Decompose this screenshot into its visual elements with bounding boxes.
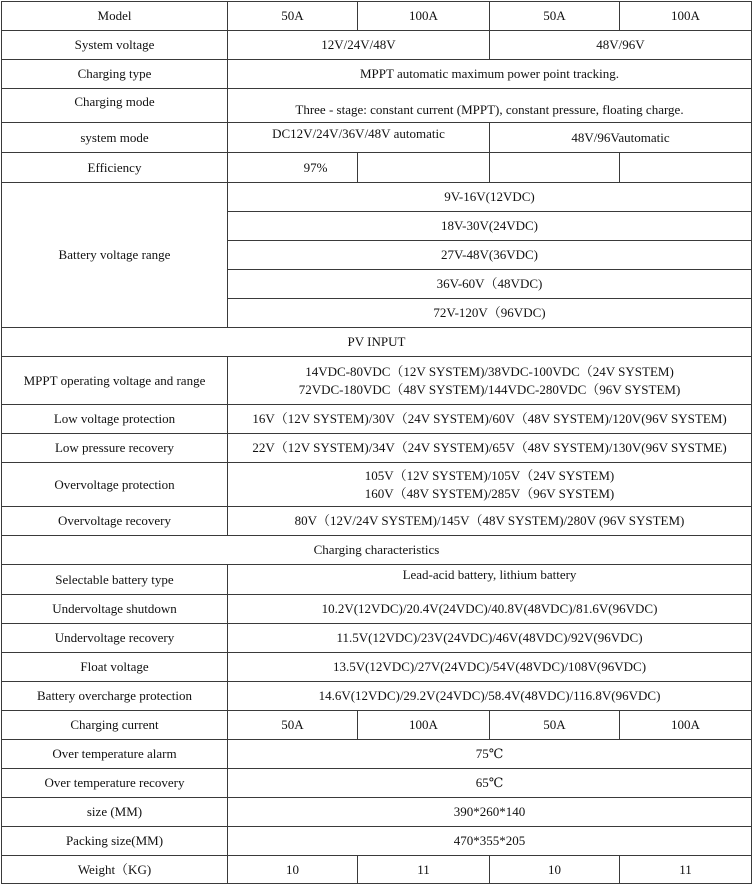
model-value-3: 50A: [490, 2, 620, 31]
charging-type-value: MPPT automatic maximum power point tracking.: [228, 60, 752, 89]
model-value-4: 100A: [620, 2, 752, 31]
row-label-selectable-battery: Selectable battery type: [2, 565, 228, 595]
table-row-system-voltage: [2, 31, 752, 60]
charging-mode-value: Three - stage: constant current (MPPT), constant pressure, floating charge.: [228, 89, 752, 123]
table-row-pv-input-header: [2, 328, 752, 357]
table-row-charging-current: [2, 711, 752, 740]
charging-current-value-3: 50A: [490, 711, 620, 740]
packing-size-value: 470*355*205: [228, 827, 752, 856]
system-mode-value-2: 48V/96Vautomatic: [490, 123, 752, 153]
table-row-undervoltage-shutdown: [2, 595, 752, 624]
table-row-system-mode: [2, 123, 752, 153]
charging-current-value-2: 100A: [358, 711, 490, 740]
table-row-efficiency: [2, 153, 752, 183]
row-label-packing-size: Packing size(MM): [2, 827, 228, 856]
table-row-weight: [2, 856, 752, 884]
table-row-overvoltage-recovery: [2, 507, 752, 536]
table-row-over-temp-alarm: [2, 740, 752, 769]
section-title-charging-characteristics: Charging characteristics: [2, 536, 752, 565]
table-row-battery-overcharge: [2, 682, 752, 711]
overvoltage-protection-value: [228, 463, 752, 507]
undervoltage-recovery-value: 11.5V(12VDC)/23V(24VDC)/46V(48VDC)/92V(96VDC): [228, 624, 752, 653]
table-row-battery-voltage-1: [2, 183, 752, 212]
row-label-battery-voltage-range: Battery voltage range: [2, 183, 228, 328]
overvoltage-protection-line-2: 160V（48V SYSTEM)/285V（96V SYSTEM): [364, 485, 615, 501]
row-label-low-voltage-protection: Low voltage protection: [2, 405, 228, 434]
table-row-selectable-battery: [2, 565, 752, 595]
table-row-charging-mode: [2, 89, 752, 123]
row-label-undervoltage-recovery: Undervoltage recovery: [2, 624, 228, 653]
efficiency-value-3: [490, 153, 620, 183]
mppt-operating-line-1: 14VDC-80VDC（12V SYSTEM)/38VDC-100VDC（24V SYSTEM): [305, 363, 674, 379]
table-row-model: [2, 2, 752, 31]
efficiency-value-4: [620, 153, 752, 183]
battery-voltage-value-4: 36V-60V（48VDC): [228, 270, 752, 299]
table-row-size: [2, 798, 752, 827]
table-row-mppt-operating: [2, 357, 752, 405]
table-row-charging-type: [2, 60, 752, 89]
low-pressure-recovery-value: 22V（12V SYSTEM)/34V（24V SYSTEM)/65V（48V SYSTEM)/130V(96V SYSTME): [228, 434, 752, 463]
efficiency-value-1: 97%: [228, 153, 358, 183]
row-label-charging-current: Charging current: [2, 711, 228, 740]
charging-current-value-1: 50A: [228, 711, 358, 740]
row-label-efficiency: Efficiency: [2, 153, 228, 183]
low-voltage-protection-value: 16V（12V SYSTEM)/30V（24V SYSTEM)/60V（48V SYSTEM)/120V(96V SYSTEM): [228, 405, 752, 434]
table-row-float-voltage: [2, 653, 752, 682]
battery-voltage-value-3: 27V-48V(36VDC): [228, 241, 752, 270]
row-label-float-voltage: Float voltage: [2, 653, 228, 682]
row-label-battery-overcharge: Battery overcharge protection: [2, 682, 228, 711]
undervoltage-shutdown-value: 10.2V(12VDC)/20.4V(24VDC)/40.8V(48VDC)/81.6V(96VDC): [228, 595, 752, 624]
row-label-over-temp-alarm: Over temperature alarm: [2, 740, 228, 769]
weight-value-1: 10: [228, 856, 358, 884]
table-row-low-pressure-recovery: [2, 434, 752, 463]
mppt-operating-line-2: 72VDC-180VDC（48V SYSTEM)/144VDC-280VDC（96V SYSTEM): [298, 381, 681, 397]
float-voltage-value: 13.5V(12VDC)/27V(24VDC)/54V(48VDC)/108V(96VDC): [228, 653, 752, 682]
table-row-undervoltage-recovery: [2, 624, 752, 653]
battery-voltage-value-5: 72V-120V（96VDC): [228, 299, 752, 328]
row-label-overvoltage-recovery: Overvoltage recovery: [2, 507, 228, 536]
weight-value-3: 10: [490, 856, 620, 884]
table-row-overvoltage-protection: [2, 463, 752, 507]
row-label-undervoltage-shutdown: Undervoltage shutdown: [2, 595, 228, 624]
overvoltage-protection-line-1: 105V（12V SYSTEM)/105V（24V SYSTEM): [364, 467, 615, 483]
over-temp-alarm-value: 75℃: [228, 740, 752, 769]
section-title-pv-input: PV INPUT: [2, 328, 752, 357]
row-label-size: size (MM): [2, 798, 228, 827]
system-voltage-value-1: 12V/24V/48V: [228, 31, 490, 60]
row-label-system-mode: system mode: [2, 123, 228, 153]
row-label-over-temp-recovery: Over temperature recovery: [2, 769, 228, 798]
model-value-2: 100A: [358, 2, 490, 31]
table-row-packing-size: [2, 827, 752, 856]
mppt-operating-value: [228, 357, 752, 405]
row-label-mppt-operating: MPPT operating voltage and range: [2, 357, 228, 405]
row-label-system-voltage: System voltage: [2, 31, 228, 60]
weight-value-2: 11: [358, 856, 490, 884]
battery-voltage-value-1: 9V-16V(12VDC): [228, 183, 752, 212]
overvoltage-recovery-value: 80V（12V/24V SYSTEM)/145V（48V SYSTEM)/280V (96V SYSTEM): [228, 507, 752, 536]
efficiency-value-2: [358, 153, 490, 183]
battery-voltage-value-2: 18V-30V(24VDC): [228, 212, 752, 241]
row-label-weight: Weight（KG): [2, 856, 228, 884]
table-row-low-voltage-protection: [2, 405, 752, 434]
system-mode-value-1: DC12V/24V/36V/48V automatic: [228, 123, 490, 153]
table-row-charging-characteristics-header: [2, 536, 752, 565]
row-label-overvoltage-protection: Overvoltage protection: [2, 463, 228, 507]
row-label-low-pressure-recovery: Low pressure recovery: [2, 434, 228, 463]
selectable-battery-value: Lead-acid battery, lithium battery: [228, 565, 752, 595]
spec-table: [1, 1, 752, 884]
model-value-1: 50A: [228, 2, 358, 31]
system-voltage-value-2: 48V/96V: [490, 31, 752, 60]
table-row-over-temp-recovery: [2, 769, 752, 798]
row-label-charging-type: Charging type: [2, 60, 228, 89]
battery-overcharge-value: 14.6V(12VDC)/29.2V(24VDC)/58.4V(48VDC)/116.8V(96VDC): [228, 682, 752, 711]
size-value: 390*260*140: [228, 798, 752, 827]
weight-value-4: 11: [620, 856, 752, 884]
charging-current-value-4: 100A: [620, 711, 752, 740]
row-label-charging-mode: Charging mode: [2, 89, 228, 123]
row-label-model: Model: [2, 2, 228, 31]
over-temp-recovery-value: 65℃: [228, 769, 752, 798]
